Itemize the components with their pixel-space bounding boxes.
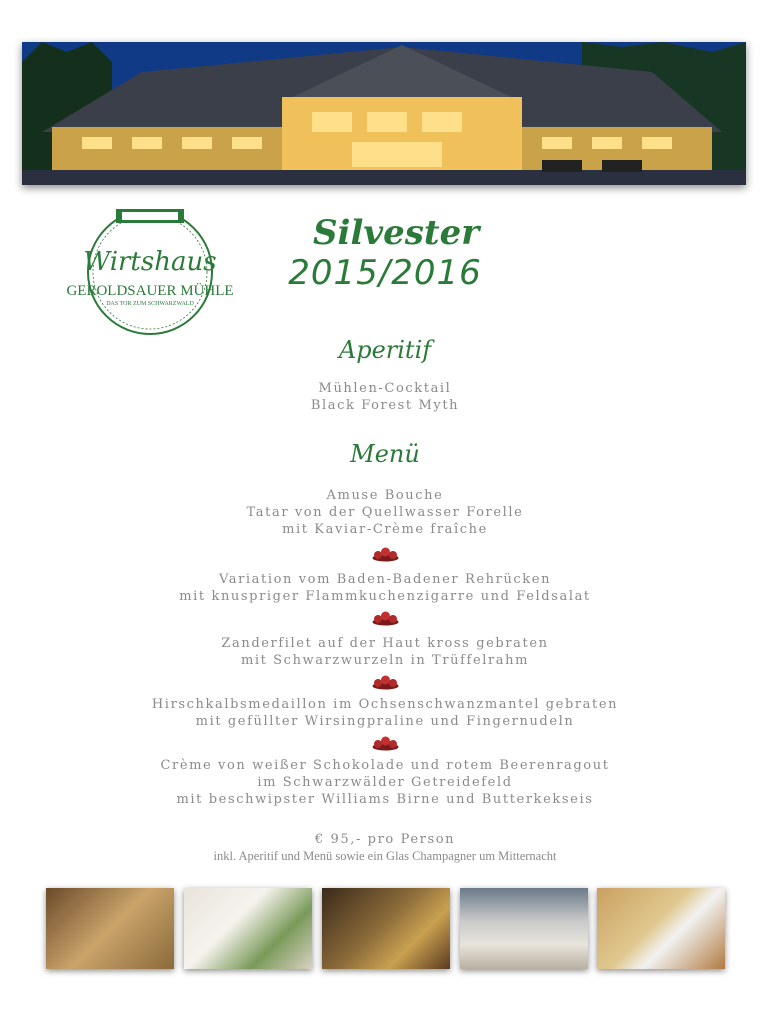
- price-note: inkl. Aperitif und Menü sowie ein Glas Champagner um Mitternacht: [213, 849, 557, 863]
- course-line: Variation vom Baden-Badener Rehrücken: [218, 572, 552, 587]
- black-forest-hat-separator-icon: [372, 675, 399, 690]
- aperitif-item: Black Forest Myth: [310, 398, 460, 413]
- hero-illustration: [22, 42, 746, 185]
- course-line: mit beschwipster Williams Birne und Butterkekseis: [176, 792, 594, 807]
- price-text: € 95,- pro Person: [314, 832, 456, 847]
- title-year: 2015/2016: [288, 253, 482, 293]
- logo-name: Wirtshaus: [83, 247, 217, 277]
- restaurant-photo-1: [46, 888, 174, 969]
- hero-image: [22, 42, 746, 185]
- menu-heading: Menü: [350, 440, 420, 468]
- course-line: Crème von weißer Schokolade und rotem Beerenragout: [160, 758, 610, 773]
- black-forest-hat-separator-icon: [372, 611, 399, 626]
- restaurant-photo-3: [322, 888, 450, 969]
- course-line: mit Kaviar-Crème fraîche: [282, 522, 488, 537]
- logo-tagline: DAS TOR ZUM SCHWARZWALD: [106, 301, 194, 307]
- black-forest-hat-separator-icon: [372, 547, 399, 562]
- course-line: mit knuspriger Flammkuchenzigarre und Feldsalat: [179, 589, 591, 604]
- logo-subtitle: GEROLDSAUER MÜHLE: [66, 283, 234, 299]
- course-line: Zanderfilet auf der Haut kross gebraten: [221, 636, 549, 651]
- black-forest-hat-separator-icon: [372, 736, 399, 751]
- restaurant-photo-5: [597, 888, 725, 969]
- restaurant-photo-2: [184, 888, 312, 969]
- aperitif-heading: Aperitif: [338, 336, 432, 364]
- course-line: Amuse Bouche: [326, 488, 444, 503]
- aperitif-item: Mühlen-Cocktail: [318, 381, 452, 396]
- course-line: mit gefüllter Wirsingpraline und Fingernudeln: [195, 714, 575, 729]
- restaurant-photo-4: [460, 888, 588, 969]
- course-line: Tatar von der Quellwasser Forelle: [246, 505, 524, 520]
- title-silvester: Silvester: [313, 213, 480, 253]
- wirtshaus-logo: [62, 205, 238, 339]
- course-line: Hirschkalbsmedaillon im Ochsenschwanzmantel gebraten: [151, 697, 619, 712]
- course-line: mit Schwarzwurzeln in Trüffelrahm: [240, 653, 530, 668]
- course-line: im Schwarzwälder Getreidefeld: [257, 775, 513, 790]
